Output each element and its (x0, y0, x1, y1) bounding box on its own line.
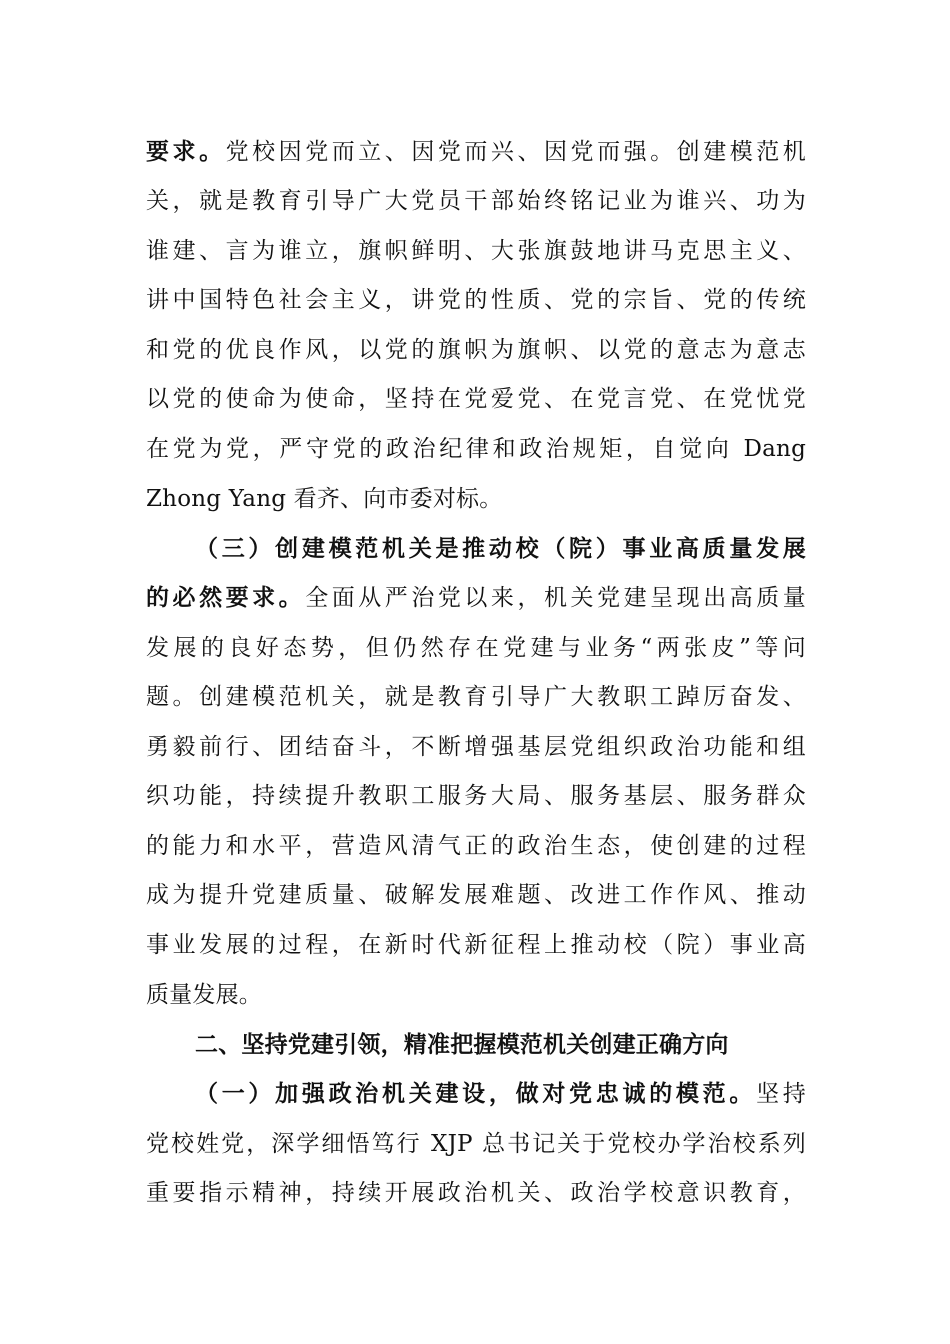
paragraph-line-13 (146, 771, 806, 821)
bold-run: （三）创建模范机关是推动校（院）事业高质量发展 (195, 535, 806, 562)
bold-run: 要求。 (146, 138, 226, 165)
text-run: 以党的使命为使命，坚持在党爱党、在党言党、在党忧党 (146, 386, 806, 412)
text-run: 的能力和水平，营造风清气正的政治生态，使创建的过程 (146, 833, 806, 859)
text-run: 党校因党而立、因党而兴、因党而强。创建模范机 (225, 139, 806, 165)
paragraph-line-12 (146, 722, 806, 772)
paragraph-line-11 (146, 672, 806, 722)
text-run: 事业发展的过程，在新时代新征程上推动校（院）事业高 (146, 932, 806, 958)
text-run: 成为提升党建质量、破解发展难题、改进工作作风、推动 (146, 882, 806, 908)
paragraph-line-16 (146, 920, 806, 970)
paragraph-line-10 (146, 623, 806, 673)
text-run: 党校姓党，深学细悟笃行 XJP 总书记关于党校办学治校系列 (146, 1131, 806, 1157)
paragraph-line-2 (146, 176, 806, 226)
text-run: 谁建、言为谁立，旗帜鲜明、大张旗鼓地讲马克思主义、 (146, 238, 806, 264)
text-run: 重要指示精神，持续开展政治机关、政治学校意识教育， (146, 1180, 806, 1206)
paragraph-line-4 (146, 275, 806, 325)
section-heading-line-1 (195, 524, 806, 574)
text-run: 发展的良好态势，但仍然存在党建与业务“两张皮”等问 (146, 635, 806, 661)
text-run: 题。创建模范机关，就是教育引导广大教职工踔厉奋发、 (146, 684, 806, 710)
bold-run: 二、坚持党建引领，精准把握模范机关创建正确方向 (195, 1031, 729, 1058)
text-run: 讲中国特色社会主义，讲党的性质、党的宗旨、党的传统 (146, 287, 806, 313)
text-run: 在党为党，严守党的政治纪律和政治规矩，自觉向 Dang (146, 436, 806, 462)
paragraph-line-14 (146, 821, 806, 871)
paragraph-line-9 (146, 573, 806, 623)
text-run: Zhong Yang 看齐、向市委对标。 (146, 486, 503, 512)
paragraph-line-15 (146, 870, 806, 920)
paragraph-line-3 (146, 226, 806, 276)
text-run: 织功能，持续提升教职工服务大局、服务基层、服务群众 (146, 783, 806, 809)
subsection-heading-line (195, 1069, 806, 1119)
paragraph-line-5 (146, 325, 806, 375)
paragraph-line-7 (146, 424, 806, 474)
paragraph-line-6 (146, 374, 806, 424)
paragraph-line-19 (146, 1168, 806, 1218)
paragraph-line-1 (146, 127, 806, 177)
text-run: 质量发展。 (146, 982, 262, 1008)
text-run: 坚持 (756, 1081, 806, 1107)
text-run: 关，就是教育引导广大党员干部始终铭记业为谁兴、功为 (146, 188, 806, 214)
paragraph-line-18 (146, 1119, 806, 1169)
paragraph-line-8 (146, 474, 806, 524)
text-run: 和党的优良作风，以党的旗帜为旗帜、以党的意志为意志 (146, 337, 806, 363)
bold-run: 的必然要求。 (146, 584, 306, 611)
text-run: 勇毅前行、团结奋斗，不断增强基层党组织政治功能和组 (146, 734, 806, 760)
bold-run: （一）加强政治机关建设，做对党忠诚的模范。 (195, 1080, 757, 1107)
text-run: 全面从严治党以来，机关党建呈现出高质量 (305, 585, 806, 611)
section-title (195, 1020, 806, 1070)
paragraph-line-17 (146, 970, 806, 1020)
